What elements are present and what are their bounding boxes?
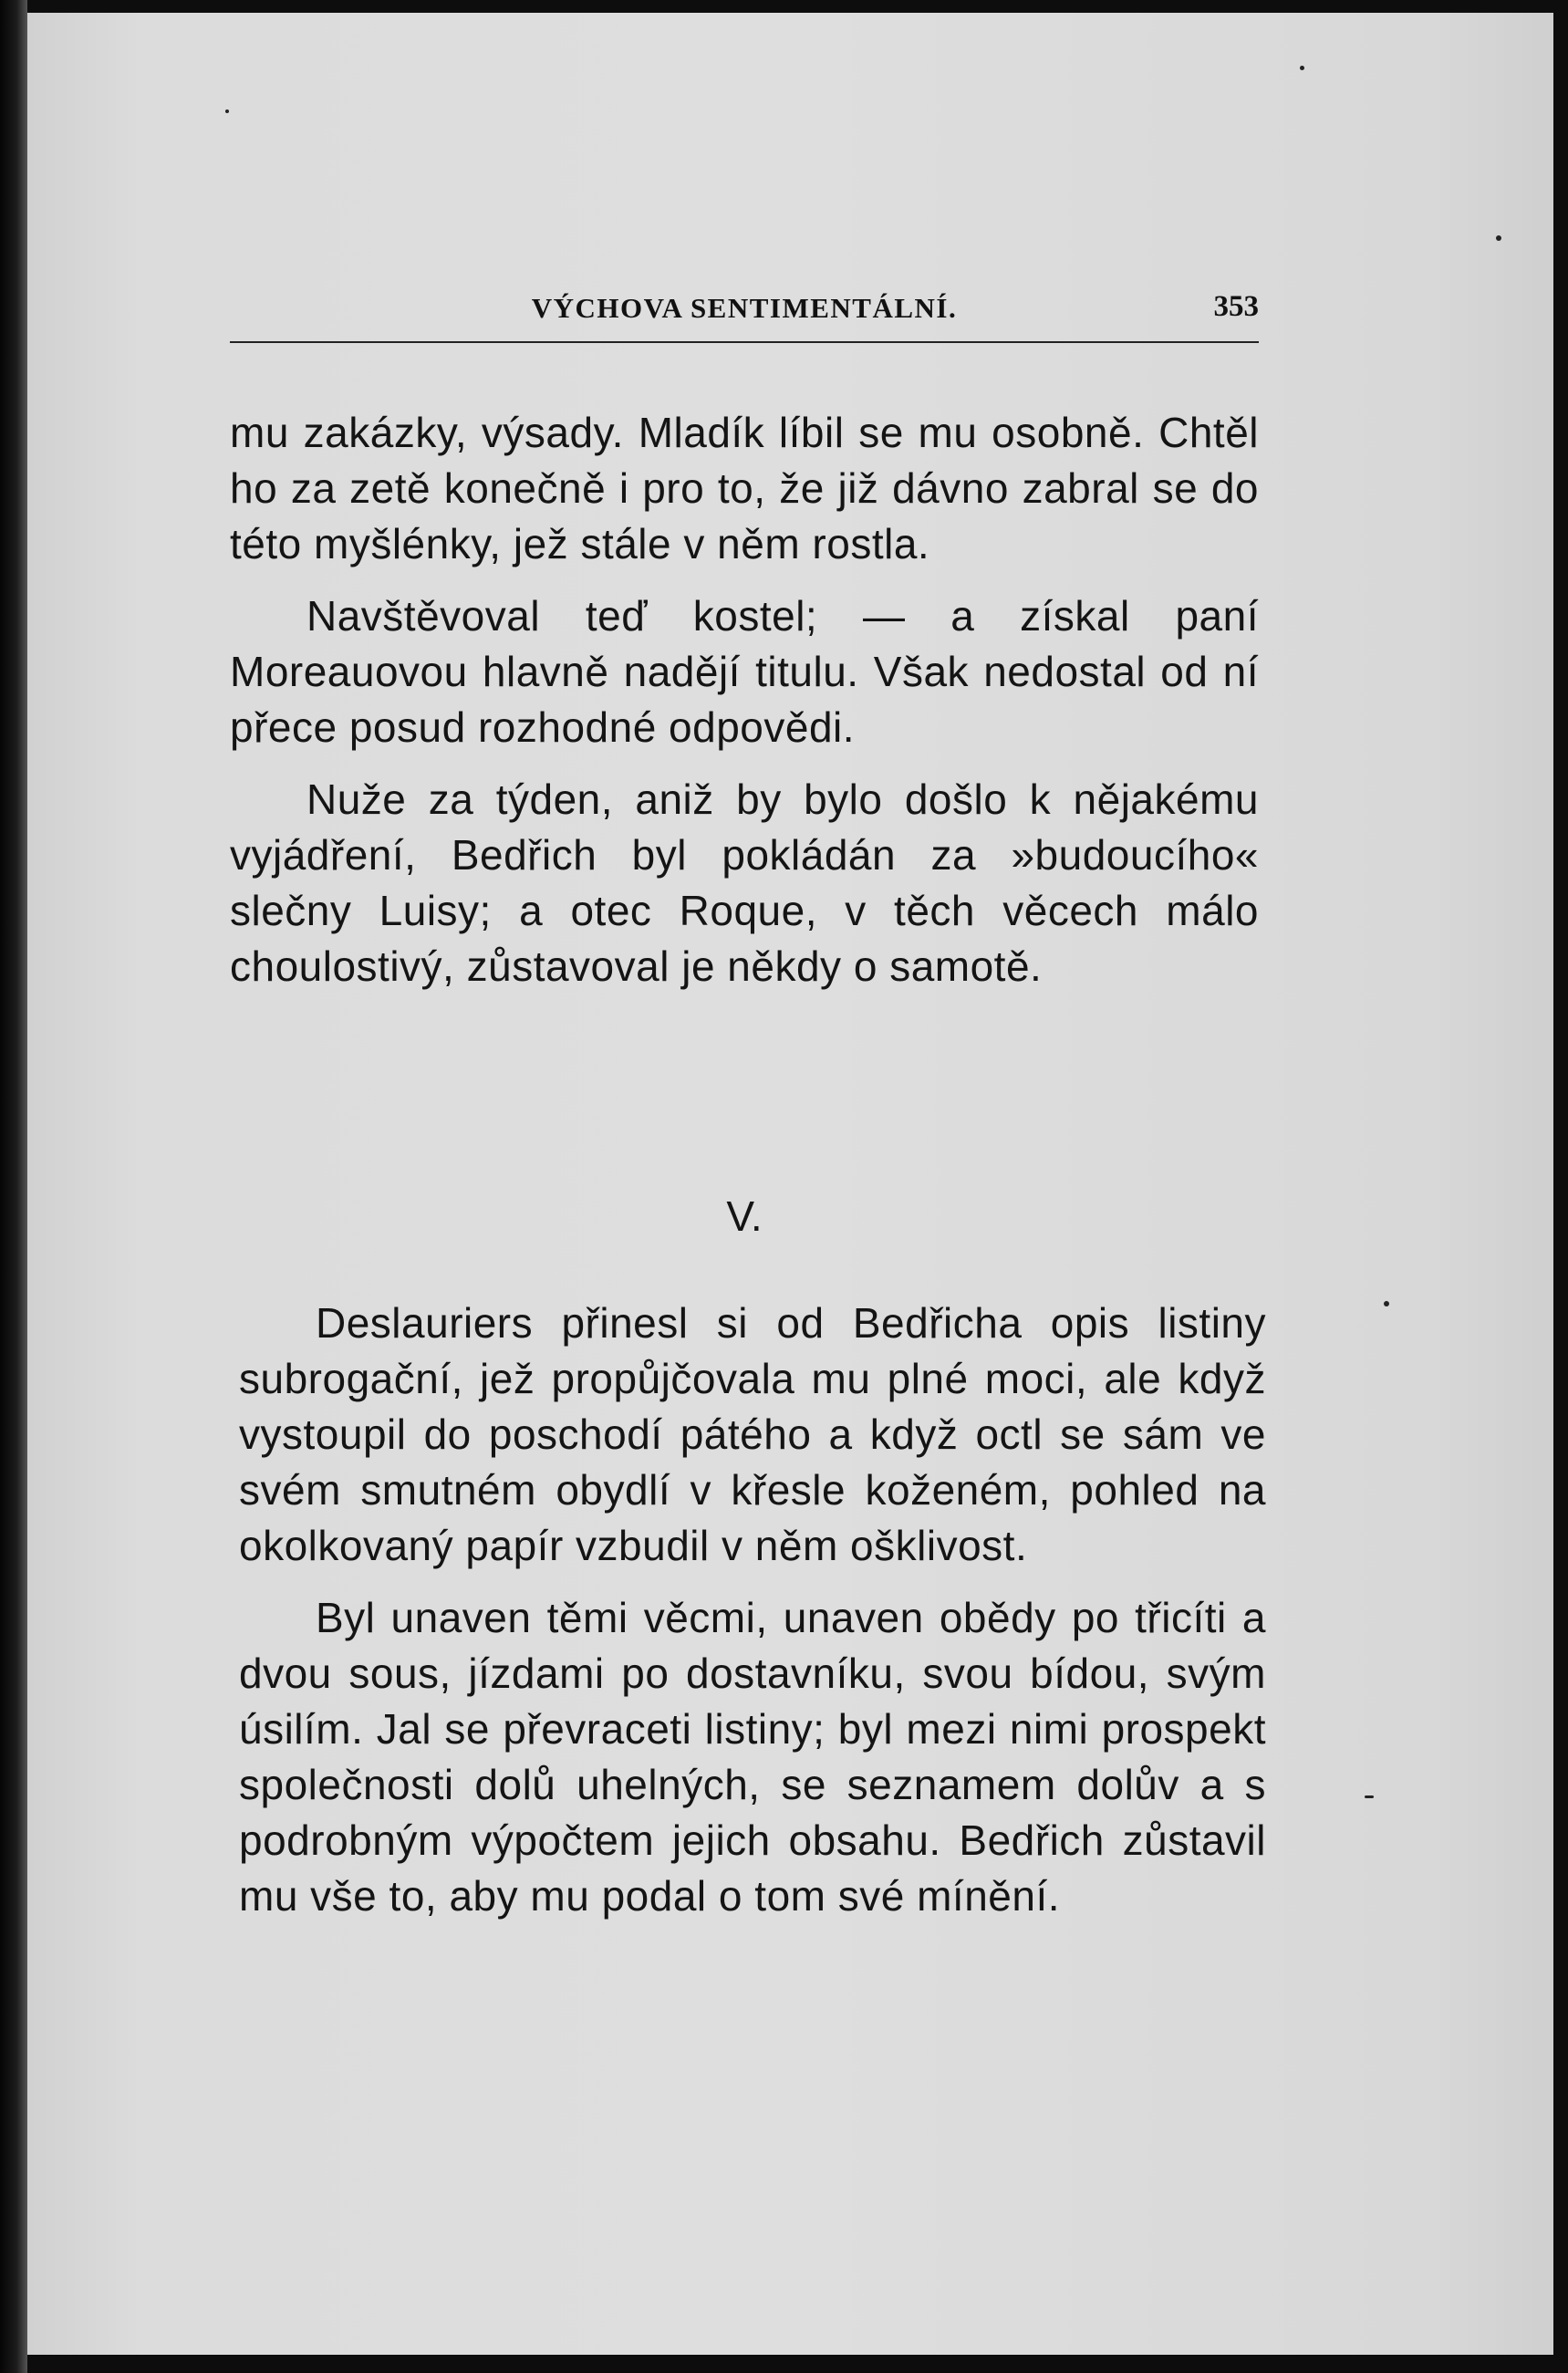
page-number: 353 bbox=[1213, 290, 1259, 323]
running-header bbox=[230, 288, 1259, 328]
scan-right-edge bbox=[1553, 0, 1568, 2373]
text-block-bottom bbox=[239, 1296, 1266, 1924]
dust-speck bbox=[1300, 66, 1304, 70]
paragraph: Byl unaven těmi věcmi, unaven obědy po třicíti a dvou sous, jízdami po dostavníku, svou bídou, svým úsilím. Jal se převraceti listiny; byl mezi nimi prospekt společnosti dolů uhelných, se seznamem dolův a s podrobným výpočtem jejich obsahu. Bedřich zůstavil mu vše to, aby mu podal o tom své mínění. bbox=[239, 1594, 1266, 1920]
scan-top-edge bbox=[0, 0, 1568, 13]
paragraph: Navštěvoval teď kostel; — a získal paní Moreauovou hlavně nadějí titulu. Však nedostal od ní přece posud rozhodné odpovědi. bbox=[230, 592, 1259, 751]
paragraph: Deslauriers přinesl si od Bedřicha opis listiny subrogační, jež propůjčovala mu plné moci, ale když vystoupil do poschodí pátého a když octl se sám ve svém smutném obydlí v křesle koženém, pohled na okolkovaný papír vzbudil v něm ošklivost. bbox=[239, 1299, 1266, 1569]
book-page bbox=[20, 13, 1554, 2356]
paragraph: mu zakázky, výsady. Mladík líbil se mu osobně. Chtěl ho za zetě konečně i pro to, že již dávno zabral se do této myšlénky, jež stále v něm rostla. bbox=[230, 409, 1259, 567]
running-header-title: VÝCHOVA SENTIMENTÁLNÍ. bbox=[531, 292, 958, 324]
header-rule bbox=[230, 341, 1259, 343]
dust-speck bbox=[225, 109, 229, 113]
dust-speck bbox=[1365, 1795, 1374, 1798]
binding-gutter bbox=[0, 0, 27, 2373]
dust-speck bbox=[1496, 235, 1501, 241]
chapter-heading: V. bbox=[726, 1192, 763, 1240]
scan-bottom-edge bbox=[0, 2355, 1568, 2373]
text-block-top bbox=[230, 405, 1259, 994]
paragraph: Nuže za týden, aniž by bylo došlo k nějakému vyjádření, Bedřich byl pokládán za »budoucího« slečny Luisy; a otec Roque, v těch věcech málo choulostivý, zůstavoval je někdy o samotě. bbox=[230, 775, 1259, 990]
dust-speck bbox=[1384, 1301, 1389, 1306]
